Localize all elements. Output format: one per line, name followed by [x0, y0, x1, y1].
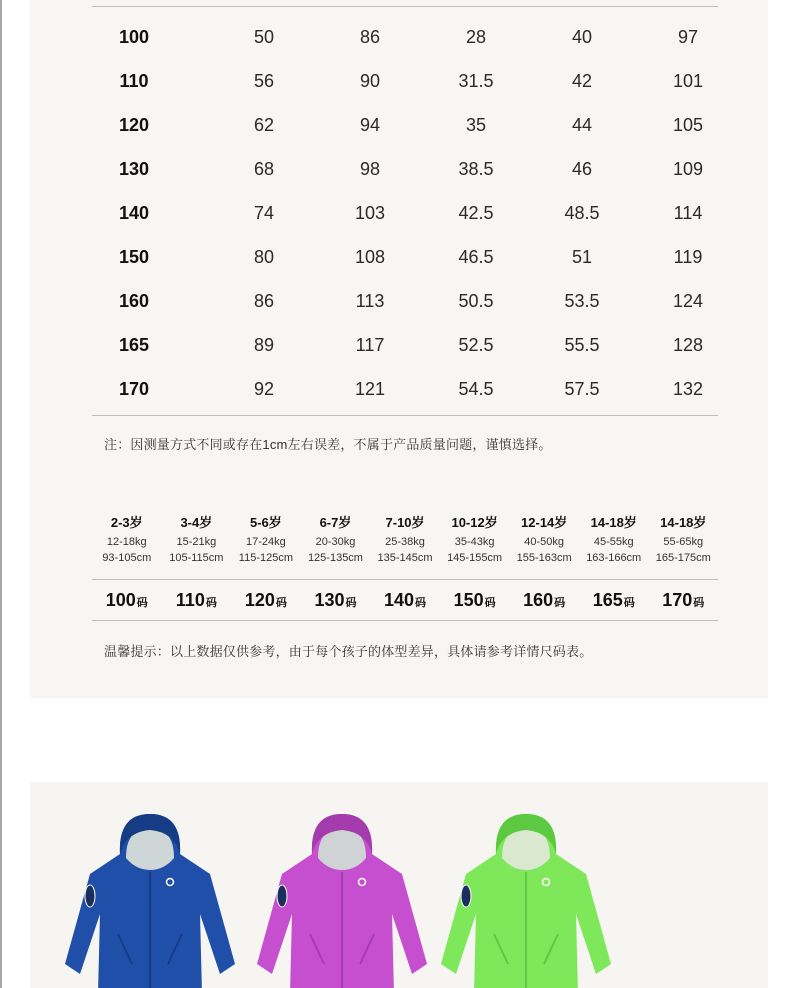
age-label: 10-12岁: [451, 515, 498, 530]
product-photo-strip: [30, 782, 768, 988]
height-range: 125-135cm: [307, 552, 363, 564]
table-divider: [92, 620, 718, 621]
value-cell: 98: [359, 158, 381, 179]
size-code: [301, 590, 371, 611]
size-code: [649, 590, 719, 611]
table-row: [92, 367, 718, 411]
size-cell: 100: [118, 26, 150, 47]
size-cell: 130: [118, 158, 150, 179]
table-divider: [92, 415, 718, 416]
value-cell: 54.5: [458, 378, 494, 399]
age-label: 14-18岁: [660, 515, 707, 530]
size-code-number: 160: [523, 589, 554, 610]
height-range: 163-166cm: [586, 552, 642, 564]
age-column: [92, 512, 162, 566]
size-code: [509, 590, 579, 611]
value-cell: 90: [359, 70, 381, 91]
age-label: 14-18岁: [590, 515, 637, 530]
value-cell: 51: [571, 246, 593, 267]
size-code-number: 110: [175, 589, 205, 610]
value-cell: 97: [677, 26, 699, 47]
value-cell: 103: [354, 202, 386, 223]
value-cell: 86: [359, 26, 381, 47]
age-columns: [92, 512, 718, 566]
table-row: [92, 279, 718, 323]
height-range: 145-155cm: [447, 552, 503, 564]
age-label: 7-10岁: [385, 515, 425, 530]
age-column: [649, 512, 719, 566]
value-cell: 119: [673, 246, 703, 267]
weight-range: 17-24kg: [246, 536, 286, 548]
value-cell: 53.5: [564, 290, 600, 311]
value-cell: 89: [253, 334, 275, 355]
value-cell: 46: [571, 158, 593, 179]
value-cell: 40: [571, 26, 593, 47]
weight-range: 45-55kg: [593, 536, 634, 548]
size-code-number: 170: [662, 589, 693, 610]
size-code-number: 120: [244, 589, 275, 610]
size-cell: 150: [118, 246, 150, 267]
value-cell: 38.5: [458, 158, 494, 179]
value-cell: 80: [253, 246, 275, 267]
size-code-unit: 码: [623, 596, 635, 609]
height-range: 115-125cm: [238, 552, 294, 564]
size-code-unit: 码: [136, 596, 148, 609]
table-row: [92, 147, 718, 191]
value-cell: 50.5: [458, 290, 494, 311]
table-row: [92, 191, 718, 235]
size-cell: 165: [118, 334, 150, 355]
value-cell: 124: [672, 290, 704, 311]
value-cell: 62: [253, 114, 275, 135]
size-code-unit: 码: [345, 596, 357, 609]
size-code-unit: 码: [275, 596, 287, 609]
size-cell: 120: [118, 114, 150, 135]
weight-range: 40-50kg: [524, 536, 565, 548]
value-cell: 114: [673, 202, 703, 223]
age-label: 2-3岁: [110, 515, 143, 530]
size-cell: 140: [118, 202, 150, 223]
value-cell: 109: [672, 158, 704, 179]
size-code-number: 165: [592, 589, 623, 610]
table-row: [92, 323, 718, 367]
size-code-unit: 码: [484, 596, 496, 609]
value-cell: 132: [672, 378, 704, 399]
size-code-unit: 码: [693, 596, 705, 609]
value-cell: 28: [465, 26, 487, 47]
weight-range: 25-38kg: [385, 536, 425, 548]
value-cell: 94: [359, 114, 381, 135]
age-label: 6-7岁: [319, 515, 352, 530]
value-cell: 48.5: [564, 202, 600, 223]
value-cell: 74: [253, 202, 275, 223]
raincoat-image: [436, 814, 616, 988]
size-code-unit: 码: [554, 596, 566, 609]
table-row: [92, 235, 718, 279]
left-border: [0, 0, 2, 988]
size-table-rows: [92, 15, 718, 411]
value-cell: 57.5: [564, 378, 600, 399]
age-label: 3-4岁: [180, 515, 213, 530]
size-code: [231, 590, 301, 611]
weight-range: 12-18kg: [106, 536, 147, 548]
value-cell: 101: [672, 70, 704, 91]
value-cell: 35: [465, 114, 487, 135]
height-range: 93-105cm: [102, 552, 152, 564]
value-cell: 55.5: [564, 334, 600, 355]
value-cell: 105: [672, 114, 704, 135]
value-cell: 31.5: [458, 70, 494, 91]
value-cell: 42: [571, 70, 593, 91]
height-range: 155-163cm: [516, 552, 572, 564]
age-column: [440, 512, 510, 566]
value-cell: 113: [355, 290, 385, 311]
weight-range: 20-30kg: [315, 536, 356, 548]
measurement-note: 注：因测量方式不同或存在1cm左右误差，不属于产品质量问题，谨慎选择。: [104, 437, 552, 452]
table-row: [92, 15, 718, 59]
reminder-tip: 温馨提示：以上数据仅供参考，由于每个孩子的体型差异，具体请参考详情尺码表。: [104, 644, 593, 659]
size-code-unit: 码: [415, 596, 427, 609]
table-row: [92, 103, 718, 147]
size-code: [370, 590, 440, 611]
value-cell: 117: [355, 334, 385, 355]
age-column: [370, 512, 440, 566]
size-cell: 110: [119, 70, 149, 91]
raincoat-image: [252, 814, 432, 988]
size-code-number: 140: [384, 589, 415, 610]
size-measurement-table: [92, 6, 718, 416]
age-column: [579, 512, 649, 566]
table-row: [92, 59, 718, 103]
value-cell: 128: [672, 334, 704, 355]
age-column: [509, 512, 579, 566]
size-code: [162, 590, 232, 611]
age-column: [162, 512, 232, 566]
size-code-row: [92, 580, 718, 620]
value-cell: 86: [253, 290, 275, 311]
weight-range: 15-21kg: [176, 536, 217, 548]
size-code-number: 130: [314, 589, 345, 610]
size-code-number: 150: [453, 589, 484, 610]
height-range: 135-145cm: [377, 552, 433, 564]
value-cell: 44: [571, 114, 593, 135]
size-code: [579, 590, 649, 611]
value-cell: 46.5: [458, 246, 494, 267]
age-label: 5-6岁: [250, 515, 282, 530]
value-cell: 56: [253, 70, 275, 91]
size-cell: 160: [118, 290, 150, 311]
raincoat-image: [60, 814, 240, 988]
size-code: [440, 590, 510, 611]
size-code: [92, 590, 162, 611]
value-cell: 68: [253, 158, 275, 179]
value-cell: 92: [253, 378, 275, 399]
height-range: 165-175cm: [655, 552, 711, 564]
value-cell: 52.5: [458, 334, 494, 355]
size-code-number: 100: [105, 589, 136, 610]
age-column: [301, 512, 371, 566]
age-size-table: [92, 512, 718, 621]
size-cell: 170: [118, 378, 150, 399]
height-range: 105-115cm: [169, 552, 224, 564]
weight-range: 55-65kg: [663, 536, 704, 548]
weight-range: 35-43kg: [454, 536, 495, 548]
value-cell: 50: [253, 26, 275, 47]
value-cell: 42.5: [458, 202, 494, 223]
age-label: 12-14岁: [521, 515, 568, 530]
value-cell: 108: [354, 246, 386, 267]
age-column: [231, 512, 301, 566]
value-cell: 121: [354, 378, 386, 399]
size-code-unit: 码: [205, 596, 217, 609]
